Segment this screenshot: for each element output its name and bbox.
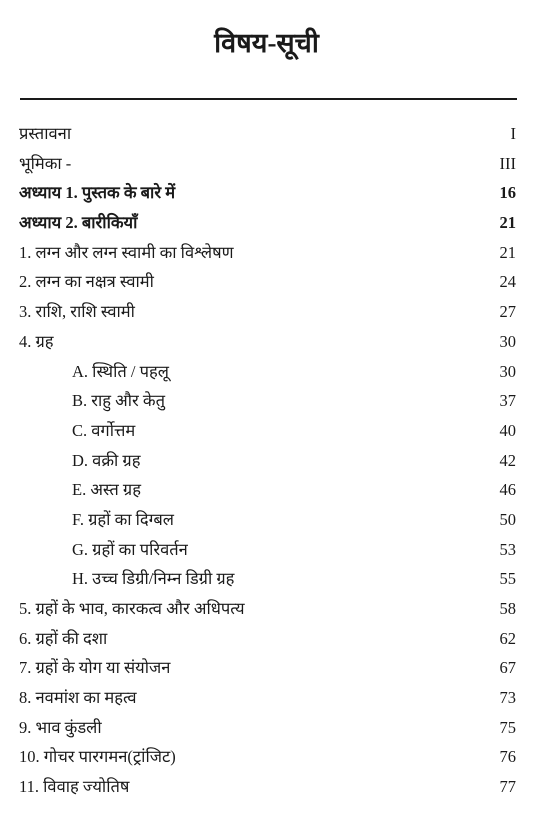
- toc-entry-title: D. वक्री ग्रह: [72, 450, 141, 470]
- toc-entry-page-number: 76: [499, 747, 516, 767]
- toc-entry-page-number: 37: [499, 391, 516, 411]
- toc-subentry: [19, 505, 516, 535]
- toc-entry-page-number: 75: [499, 717, 516, 737]
- toc-subentry: [19, 357, 516, 387]
- toc-entry: [19, 772, 516, 802]
- toc-entry-page-number: 58: [499, 599, 516, 618]
- toc-subentry: [19, 386, 516, 416]
- toc-entry-title: 5. ग्रहों के भाव, कारकत्व और अधिपत्य: [19, 599, 245, 618]
- toc-subentry: [19, 535, 516, 565]
- toc-entry-title: 8. नवमांश का महत्व: [19, 688, 137, 708]
- toc-entry: [19, 683, 516, 713]
- toc-entry-page-number: 53: [499, 539, 516, 559]
- toc-entry-title: प्रस्तावना: [19, 124, 72, 143]
- toc-entry-title: 1. लग्न और लग्न स्वामी का विश्लेषण: [19, 242, 234, 262]
- toc-entry: [19, 267, 516, 297]
- toc-entry: [19, 327, 516, 357]
- toc-entry-page-number: 67: [499, 658, 516, 678]
- toc-entry-page-number: III: [499, 153, 516, 173]
- toc-entry: [19, 238, 516, 268]
- toc-entry-page-number: 62: [499, 628, 516, 648]
- toc-entry-page-number: 42: [499, 450, 516, 470]
- toc-subentry: [19, 446, 516, 476]
- toc-entry-title: E. अस्त ग्रह: [72, 480, 141, 500]
- toc-entry-title: H. उच्च डिग्री/निम्न डिग्री ग्रह: [72, 569, 235, 589]
- title-divider: [20, 98, 517, 100]
- toc-entry-title: G. ग्रहों का परिवर्तन: [72, 539, 188, 559]
- toc-entry-title: भूमिका -: [19, 153, 72, 173]
- toc-entry-page-number: 55: [499, 569, 516, 589]
- toc-entry-page-number: 30: [499, 361, 516, 381]
- toc-entry: [19, 653, 516, 683]
- toc-entry-page-number: 16: [499, 183, 516, 203]
- toc-subentry: [19, 564, 516, 594]
- toc-subentry: [19, 475, 516, 505]
- toc-entry-page-number: I: [510, 124, 516, 143]
- toc-entry: [19, 149, 516, 179]
- toc-entry-title: B. राहु और केतु: [72, 391, 165, 411]
- toc-entry-page-number: 77: [499, 777, 516, 797]
- toc-entry-page-number: 21: [499, 213, 516, 233]
- toc-chapter-entry: [19, 178, 516, 208]
- table-of-contents: [19, 119, 516, 802]
- toc-entry-title: 4. ग्रह: [19, 331, 54, 351]
- toc-entry: [19, 119, 516, 149]
- toc-entry: [19, 742, 516, 772]
- toc-entry-page-number: 73: [499, 688, 516, 708]
- toc-entry: [19, 624, 516, 654]
- toc-entry-title: 9. भाव कुंडली: [19, 717, 102, 737]
- toc-entry-page-number: 24: [499, 272, 516, 292]
- toc-entry-title: A. स्थिति / पहलू: [72, 361, 169, 381]
- toc-entry-title: F. ग्रहों का दिग्बल: [72, 509, 174, 529]
- page-title: विषय-सूची: [214, 28, 319, 58]
- toc-entry-page-number: 27: [499, 302, 516, 322]
- toc-entry: [19, 594, 516, 624]
- toc-entry-page-number: 46: [499, 480, 516, 500]
- toc-entry-title: 11. विवाह ज्योतिष: [19, 777, 130, 797]
- toc-entry-title: 10. गोचर पारगमन(ट्रांजिट): [19, 747, 176, 767]
- toc-entry-page-number: 50: [499, 509, 516, 529]
- toc-entry-title: 2. लग्न का नक्षत्र स्वामी: [19, 272, 154, 292]
- toc-subentry: [19, 416, 516, 446]
- toc-entry-page-number: 40: [499, 420, 516, 440]
- toc-chapter-entry: [19, 208, 516, 238]
- toc-entry-title: 7. ग्रहों के योग या संयोजन: [19, 658, 171, 678]
- toc-entry-page-number: 21: [499, 242, 516, 262]
- toc-entry-title: अध्याय 1. पुस्तक के बारे में: [19, 183, 176, 203]
- toc-entry-title: C. वर्गोत्तम: [72, 420, 136, 440]
- toc-entry-title: 3. राशि, राशि स्वामी: [19, 302, 135, 322]
- toc-entry: [19, 297, 516, 327]
- toc-entry-page-number: 30: [499, 331, 516, 351]
- toc-entry: [19, 713, 516, 743]
- toc-entry-title: अध्याय 2. बारीकियाँ: [19, 213, 138, 233]
- toc-entry-title: 6. ग्रहों की दशा: [19, 628, 108, 648]
